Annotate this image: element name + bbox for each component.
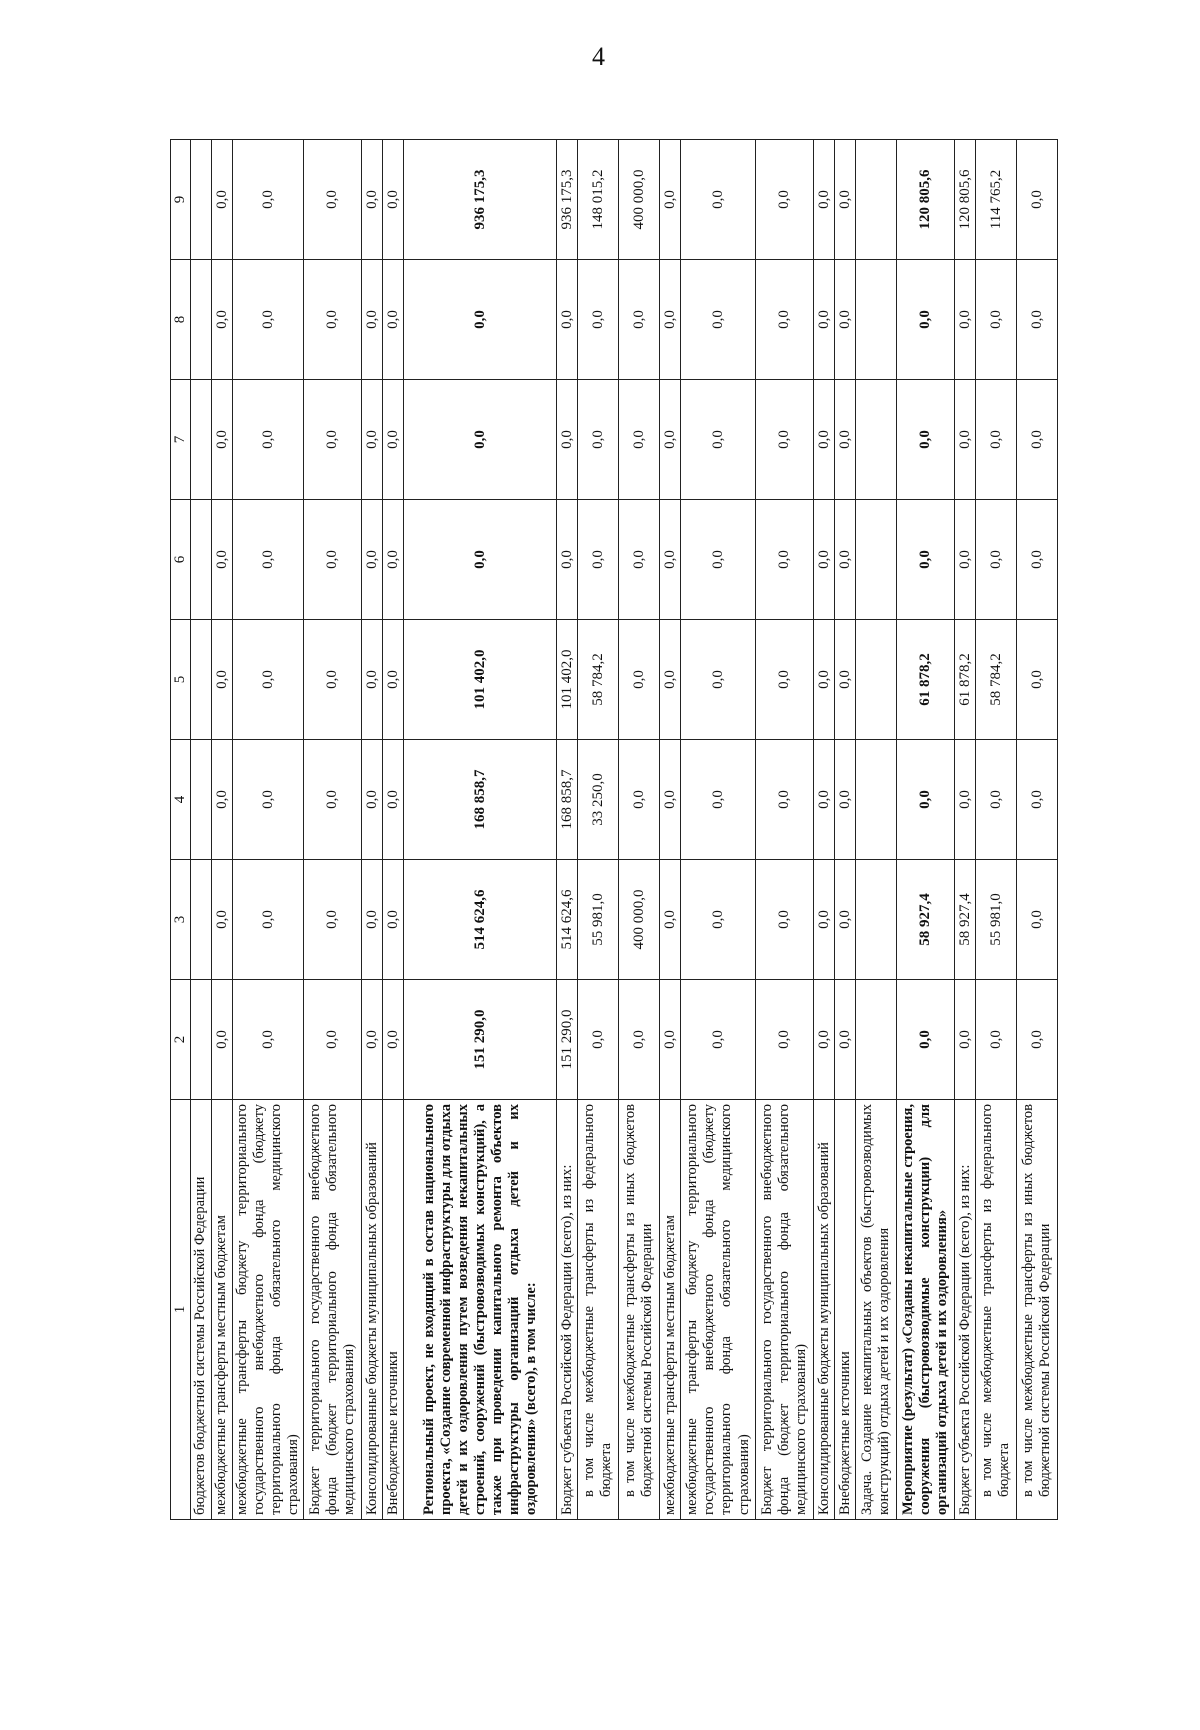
value-cell: 151 290,0 [404, 980, 557, 1100]
budget-table [170, 139, 1058, 1520]
value-cell: 0,0 [304, 260, 362, 380]
row-label: Бюджет субъекта Российской Федерации (всего), из них: [557, 1100, 578, 1520]
value-cell: 0,0 [304, 740, 362, 860]
value-cell [191, 140, 212, 260]
table-row [976, 140, 1017, 1520]
column-header: 5 [171, 620, 191, 740]
value-cell: 0,0 [681, 260, 756, 380]
value-cell: 0,0 [304, 140, 362, 260]
row-label: Консолидированные бюджеты муниципальных образований [814, 1100, 835, 1520]
value-cell: 0,0 [383, 500, 404, 620]
column-header: 6 [171, 500, 191, 620]
row-label: межбюджетные трансферты местным бюджетам [212, 1100, 233, 1520]
value-cell: 0,0 [835, 140, 856, 260]
row-label: в том числе межбюджетные трансферты из иных бюджетов бюджетной системы Российской Федерации [1017, 1100, 1058, 1520]
value-cell: 0,0 [212, 380, 233, 500]
value-cell: 0,0 [233, 140, 304, 260]
value-cell: 0,0 [304, 380, 362, 500]
row-label: Бюджет территориального государственного внебюджетного фонда (бюджет территориального фонда обязательного медицинского страхования) [304, 1100, 362, 1520]
table-row [304, 140, 362, 1520]
value-cell: 0,0 [233, 620, 304, 740]
value-cell: 0,0 [814, 980, 835, 1100]
value-cell: 148 015,2 [578, 140, 619, 260]
value-cell [856, 260, 897, 380]
table-row [557, 140, 578, 1520]
column-header: 2 [171, 980, 191, 1100]
page-number: 4 [592, 42, 605, 71]
value-cell: 0,0 [212, 260, 233, 380]
value-cell: 0,0 [619, 740, 660, 860]
value-cell: 101 402,0 [557, 620, 578, 740]
value-cell: 0,0 [383, 740, 404, 860]
row-label: Бюджет субъекта Российской Федерации (всего), из них: [955, 1100, 976, 1520]
value-cell: 0,0 [212, 620, 233, 740]
value-cell: 0,0 [814, 860, 835, 980]
row-label: Бюджет территориального государственного внебюджетного фонда (бюджет территориального фонда обязательного медицинского страхования) [756, 1100, 814, 1520]
value-cell: 101 402,0 [404, 620, 557, 740]
value-cell: 0,0 [362, 500, 383, 620]
value-cell: 0,0 [404, 380, 557, 500]
value-cell: 936 175,3 [557, 140, 578, 260]
value-cell: 0,0 [578, 260, 619, 380]
value-cell: 0,0 [1017, 860, 1058, 980]
value-cell [191, 980, 212, 1100]
value-cell: 0,0 [619, 500, 660, 620]
value-cell: 0,0 [404, 500, 557, 620]
column-header: 1 [171, 1100, 191, 1520]
value-cell: 58 784,2 [976, 620, 1017, 740]
value-cell: 936 175,3 [404, 140, 557, 260]
value-cell: 55 981,0 [578, 860, 619, 980]
table-row [756, 140, 814, 1520]
table-row [955, 140, 976, 1520]
value-cell: 0,0 [362, 140, 383, 260]
value-cell: 0,0 [976, 380, 1017, 500]
table-row [383, 140, 404, 1520]
table-row [1017, 140, 1058, 1520]
value-cell: 400 000,0 [619, 140, 660, 260]
value-cell: 0,0 [835, 260, 856, 380]
value-cell: 0,0 [955, 260, 976, 380]
value-cell: 0,0 [756, 740, 814, 860]
value-cell: 0,0 [233, 980, 304, 1100]
value-cell: 0,0 [756, 980, 814, 1100]
value-cell: 0,0 [660, 500, 681, 620]
value-cell: 168 858,7 [404, 740, 557, 860]
value-cell: 400 000,0 [619, 860, 660, 980]
value-cell [191, 500, 212, 620]
table-row [856, 140, 897, 1520]
value-cell: 0,0 [233, 500, 304, 620]
table-row [233, 140, 304, 1520]
value-cell: 0,0 [660, 860, 681, 980]
value-cell: 0,0 [304, 620, 362, 740]
value-cell: 0,0 [681, 740, 756, 860]
value-cell: 0,0 [304, 500, 362, 620]
value-cell: 0,0 [362, 260, 383, 380]
value-cell: 0,0 [383, 620, 404, 740]
value-cell: 0,0 [212, 140, 233, 260]
value-cell: 0,0 [362, 860, 383, 980]
row-label: Региональный проект, не входящий в состав национального проекта, «Создание современной инфраструктуры для отдыха детей и их оздоровления путем возведения некапитальных строений, сооружений (быстровозводимых конструкций), а также при проведении капитального ремонта объектов инфраструктуры организаций отдыха детей и их оздоровления» (всего), в том числе: [404, 1100, 557, 1520]
value-cell: 0,0 [681, 380, 756, 500]
value-cell: 0,0 [212, 500, 233, 620]
row-label: Внебюджетные источники [383, 1100, 404, 1520]
table-row [362, 140, 383, 1520]
value-cell: 0,0 [756, 140, 814, 260]
value-cell: 0,0 [660, 740, 681, 860]
value-cell: 0,0 [619, 380, 660, 500]
value-cell: 0,0 [557, 380, 578, 500]
value-cell: 0,0 [756, 860, 814, 980]
row-label: Консолидированные бюджеты муниципальных образований [362, 1100, 383, 1520]
table-row [681, 140, 756, 1520]
value-cell: 61 878,2 [955, 620, 976, 740]
table-row [660, 140, 681, 1520]
row-label: межбюджетные трансферты бюджету территориального государственного внебюджетного фонда (бюджету территориального фонда обязательного медицинского страхования) [233, 1100, 304, 1520]
value-cell [856, 500, 897, 620]
table-row [212, 140, 233, 1520]
value-cell: 120 805,6 [897, 140, 955, 260]
value-cell: 0,0 [681, 140, 756, 260]
value-cell: 0,0 [383, 860, 404, 980]
table-row [835, 140, 856, 1520]
value-cell: 0,0 [619, 620, 660, 740]
value-cell: 58 784,2 [578, 620, 619, 740]
value-cell: 0,0 [814, 140, 835, 260]
value-cell [191, 380, 212, 500]
value-cell: 0,0 [897, 980, 955, 1100]
value-cell: 0,0 [578, 500, 619, 620]
value-cell: 0,0 [362, 620, 383, 740]
value-cell: 0,0 [756, 260, 814, 380]
value-cell: 0,0 [976, 260, 1017, 380]
table-header-row [171, 140, 191, 1520]
table-row [814, 140, 835, 1520]
value-cell: 0,0 [383, 380, 404, 500]
value-cell [856, 140, 897, 260]
value-cell: 0,0 [578, 380, 619, 500]
value-cell: 58 927,4 [897, 860, 955, 980]
value-cell: 0,0 [897, 380, 955, 500]
value-cell: 0,0 [362, 740, 383, 860]
table-row [619, 140, 660, 1520]
value-cell: 0,0 [660, 980, 681, 1100]
row-label: межбюджетные трансферты местным бюджетам [660, 1100, 681, 1520]
value-cell: 0,0 [304, 860, 362, 980]
value-cell: 0,0 [578, 980, 619, 1100]
value-cell: 0,0 [681, 620, 756, 740]
table-row [404, 140, 557, 1520]
value-cell: 0,0 [835, 860, 856, 980]
value-cell [191, 860, 212, 980]
value-cell: 0,0 [1017, 620, 1058, 740]
rotated-table-container [170, 140, 1054, 1520]
value-cell: 0,0 [660, 620, 681, 740]
value-cell: 0,0 [212, 740, 233, 860]
value-cell: 0,0 [233, 740, 304, 860]
value-cell: 0,0 [897, 500, 955, 620]
row-label: в том числе межбюджетные трансферты из федерального бюджета [578, 1100, 619, 1520]
value-cell: 0,0 [619, 260, 660, 380]
value-cell: 0,0 [1017, 140, 1058, 260]
value-cell [191, 620, 212, 740]
value-cell: 0,0 [404, 260, 557, 380]
value-cell: 0,0 [1017, 380, 1058, 500]
value-cell: 114 765,2 [976, 140, 1017, 260]
row-label: Задача. Создание некапитальных объектов (быстровозводимых конструкций) отдыха детей и их оздоровления [856, 1100, 897, 1520]
value-cell: 0,0 [1017, 500, 1058, 620]
value-cell [191, 260, 212, 380]
value-cell [856, 620, 897, 740]
column-header: 9 [171, 140, 191, 260]
value-cell: 0,0 [1017, 740, 1058, 860]
table-row [897, 140, 955, 1520]
value-cell: 0,0 [955, 740, 976, 860]
value-cell: 0,0 [835, 740, 856, 860]
value-cell: 0,0 [835, 500, 856, 620]
value-cell [191, 740, 212, 860]
value-cell: 0,0 [955, 380, 976, 500]
value-cell: 0,0 [681, 860, 756, 980]
value-cell: 514 624,6 [557, 860, 578, 980]
column-header: 4 [171, 740, 191, 860]
value-cell: 58 927,4 [955, 860, 976, 980]
value-cell: 0,0 [1017, 980, 1058, 1100]
value-cell: 33 250,0 [578, 740, 619, 860]
value-cell: 0,0 [212, 980, 233, 1100]
value-cell: 168 858,7 [557, 740, 578, 860]
value-cell: 0,0 [304, 980, 362, 1100]
value-cell: 0,0 [756, 380, 814, 500]
value-cell: 0,0 [233, 260, 304, 380]
value-cell: 0,0 [212, 860, 233, 980]
value-cell: 55 981,0 [976, 860, 1017, 980]
value-cell: 0,0 [383, 140, 404, 260]
row-label: бюджетов бюджетной системы Российской Федерации [191, 1100, 212, 1520]
value-cell: 0,0 [1017, 260, 1058, 380]
value-cell: 0,0 [681, 500, 756, 620]
column-header: 3 [171, 860, 191, 980]
value-cell: 0,0 [976, 500, 1017, 620]
table-row [191, 140, 212, 1520]
value-cell: 0,0 [955, 500, 976, 620]
value-cell [856, 740, 897, 860]
value-cell: 0,0 [660, 260, 681, 380]
value-cell: 151 290,0 [557, 980, 578, 1100]
value-cell: 0,0 [619, 980, 660, 1100]
value-cell: 0,0 [383, 260, 404, 380]
value-cell: 0,0 [955, 980, 976, 1100]
value-cell: 0,0 [233, 860, 304, 980]
value-cell [856, 380, 897, 500]
table-row [578, 140, 619, 1520]
row-label: Внебюджетные источники [835, 1100, 856, 1520]
value-cell: 0,0 [814, 620, 835, 740]
column-header: 8 [171, 260, 191, 380]
value-cell: 0,0 [897, 260, 955, 380]
value-cell: 0,0 [362, 980, 383, 1100]
row-label: Мероприятие (результат) «Созданы некапитальные строения, сооружения (быстровозводимые конструкции) для организаций отдыха детей и их оздоровления» [897, 1100, 955, 1520]
value-cell: 514 624,6 [404, 860, 557, 980]
value-cell: 0,0 [383, 980, 404, 1100]
value-cell: 0,0 [814, 260, 835, 380]
value-cell: 0,0 [835, 620, 856, 740]
value-cell: 0,0 [362, 380, 383, 500]
value-cell: 0,0 [660, 140, 681, 260]
value-cell: 0,0 [557, 260, 578, 380]
value-cell [856, 980, 897, 1100]
value-cell: 0,0 [814, 500, 835, 620]
row-label: в том числе межбюджетные трансферты из федерального бюджета [976, 1100, 1017, 1520]
value-cell: 0,0 [814, 380, 835, 500]
value-cell: 0,0 [835, 980, 856, 1100]
value-cell: 0,0 [557, 500, 578, 620]
row-label: межбюджетные трансферты бюджету территориального государственного внебюджетного фонда (бюджету территориального фонда обязательного медицинского страхования) [681, 1100, 756, 1520]
value-cell: 0,0 [756, 620, 814, 740]
value-cell: 120 805,6 [955, 140, 976, 260]
value-cell: 0,0 [976, 740, 1017, 860]
value-cell: 0,0 [660, 380, 681, 500]
value-cell: 0,0 [835, 380, 856, 500]
value-cell: 0,0 [233, 380, 304, 500]
value-cell: 0,0 [756, 500, 814, 620]
value-cell: 61 878,2 [897, 620, 955, 740]
row-label: в том числе межбюджетные трансферты из иных бюджетов бюджетной системы Российской Федерации [619, 1100, 660, 1520]
value-cell: 0,0 [897, 740, 955, 860]
value-cell: 0,0 [681, 980, 756, 1100]
value-cell: 0,0 [976, 980, 1017, 1100]
column-header: 7 [171, 380, 191, 500]
value-cell: 0,0 [814, 740, 835, 860]
value-cell [856, 860, 897, 980]
